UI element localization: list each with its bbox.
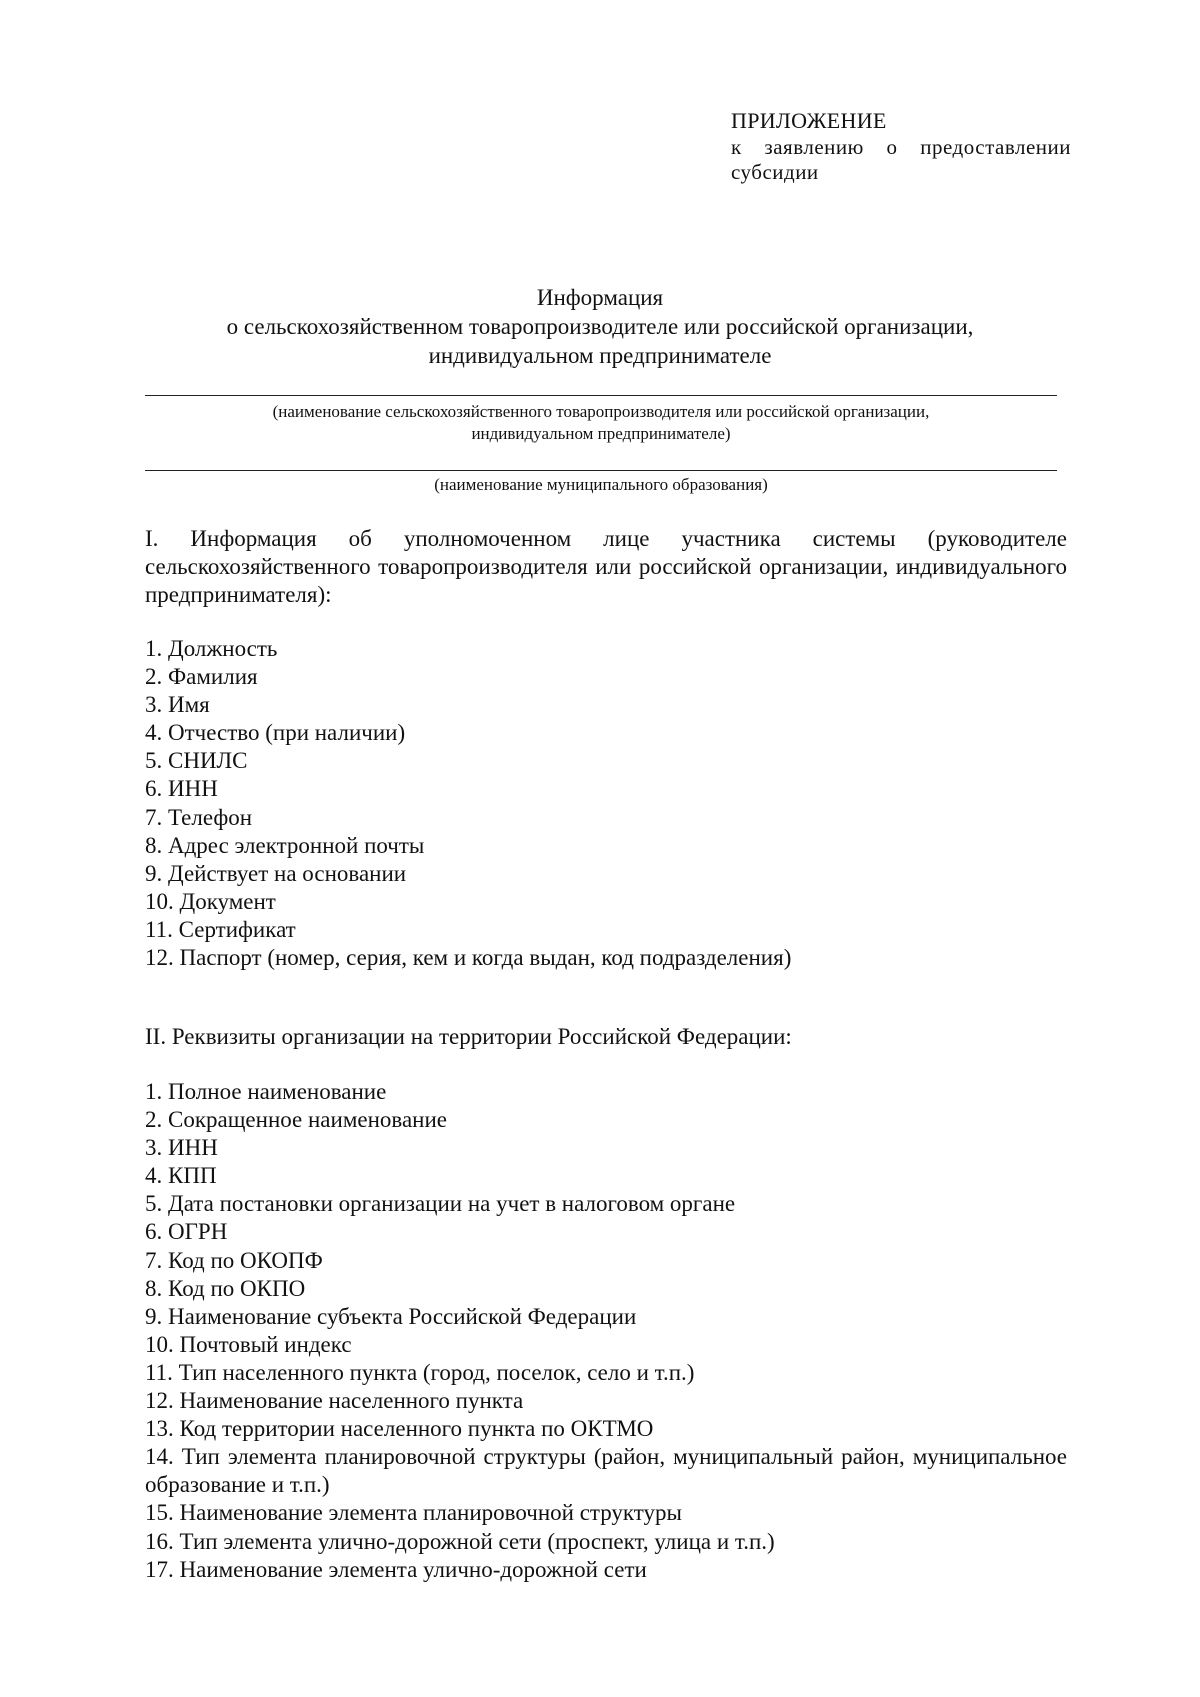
list-item: 4. КПП bbox=[145, 1163, 217, 1189]
list-item: 2. Сокращенное наименование bbox=[145, 1107, 447, 1133]
list-item: 2. Фамилия bbox=[145, 664, 258, 690]
list-item: 3. Имя bbox=[145, 692, 210, 718]
section-2-heading: II. Реквизиты организации на территории Российской Федерации: bbox=[145, 1024, 792, 1049]
list-item: 13. Код территории населенного пункта по ОКТМО bbox=[145, 1416, 654, 1442]
list-item: 1. Полное наименование bbox=[145, 1079, 387, 1104]
appendix-heading: ПРИЛОЖЕНИЕ bbox=[731, 108, 887, 133]
list-item: 9. Наименование субъекта Российской Федерации bbox=[145, 1303, 637, 1329]
title-line-1: Информация bbox=[536, 285, 664, 310]
organization-name-caption bbox=[145, 401, 1057, 445]
list-item: 5. Дата постановки организации на учет в налоговом органе bbox=[145, 1191, 736, 1217]
list-item: 8. Адрес электронной почты bbox=[145, 832, 425, 858]
list-item: 4. Отчество (при наличии) bbox=[145, 720, 406, 746]
list-item: 10. Документ bbox=[145, 888, 276, 914]
section-1-list bbox=[145, 635, 1067, 972]
list-item: 10. Почтовый индекс bbox=[145, 1331, 352, 1357]
section-2-list bbox=[145, 1078, 1067, 1584]
document-title bbox=[140, 283, 1060, 370]
appendix-header bbox=[731, 108, 1071, 185]
title-line-3: индивидуальном предпринимателе bbox=[428, 343, 772, 368]
list-item: 15. Наименование элемента планировочной структуры bbox=[145, 1500, 683, 1526]
list-item: 17. Наименование элемента улично-дорожной сети bbox=[145, 1556, 647, 1582]
appendix-line-2: субсидии bbox=[731, 160, 819, 184]
list-item: 11. Сертификат bbox=[145, 916, 296, 942]
list-item: 6. ОГРН bbox=[145, 1219, 228, 1245]
municipality-fill-line bbox=[145, 470, 1057, 471]
list-item: 5. СНИЛС bbox=[145, 748, 248, 774]
list-item: 9. Действует на основании bbox=[145, 860, 407, 886]
section-1-intro: I. Информация об уполномоченном лице участника системы (руководителе сельскохозяйственного товаропроизводителя или российской организации, индивидуального предпринимателя): bbox=[145, 526, 1067, 607]
list-item: 11. Тип населенного пункта (город, поселок, село и т.п.) bbox=[145, 1359, 695, 1385]
list-item: 7. Код по ОКОПФ bbox=[145, 1247, 323, 1273]
list-item: 16. Тип элемента улично-дорожной сети (проспект, улица и т.п.) bbox=[145, 1528, 775, 1554]
list-item: 8. Код по ОКПО bbox=[145, 1275, 306, 1301]
list-item: 7. Телефон bbox=[145, 804, 253, 830]
list-item: 12. Паспорт (номер, серия, кем и когда выдан, код подразделения) bbox=[145, 945, 792, 971]
title-line-2: о сельскохозяйственном товаропроизводителе или российской организации, bbox=[226, 314, 974, 339]
appendix-line-1: к заявлению о предоставлении bbox=[731, 135, 1071, 159]
list-item: 6. ИНН bbox=[145, 776, 218, 802]
municipality-caption: (наименование муниципального образования) bbox=[434, 475, 768, 494]
organization-name-caption-line-2: индивидуальном предпринимателе) bbox=[471, 424, 731, 443]
organization-name-fill-line bbox=[145, 395, 1057, 396]
list-item: 1. Должность bbox=[145, 636, 278, 661]
list-item: 14. Тип элемента планировочной структуры (район, муниципальный район, муниципальное образование и т.п.) bbox=[145, 1444, 1067, 1498]
organization-name-caption-line-1: (наименование сельскохозяйственного товаропроизводителя или российской организации, bbox=[272, 402, 930, 421]
list-item: 12. Наименование населенного пункта bbox=[145, 1388, 524, 1414]
list-item: 3. ИНН bbox=[145, 1135, 218, 1161]
